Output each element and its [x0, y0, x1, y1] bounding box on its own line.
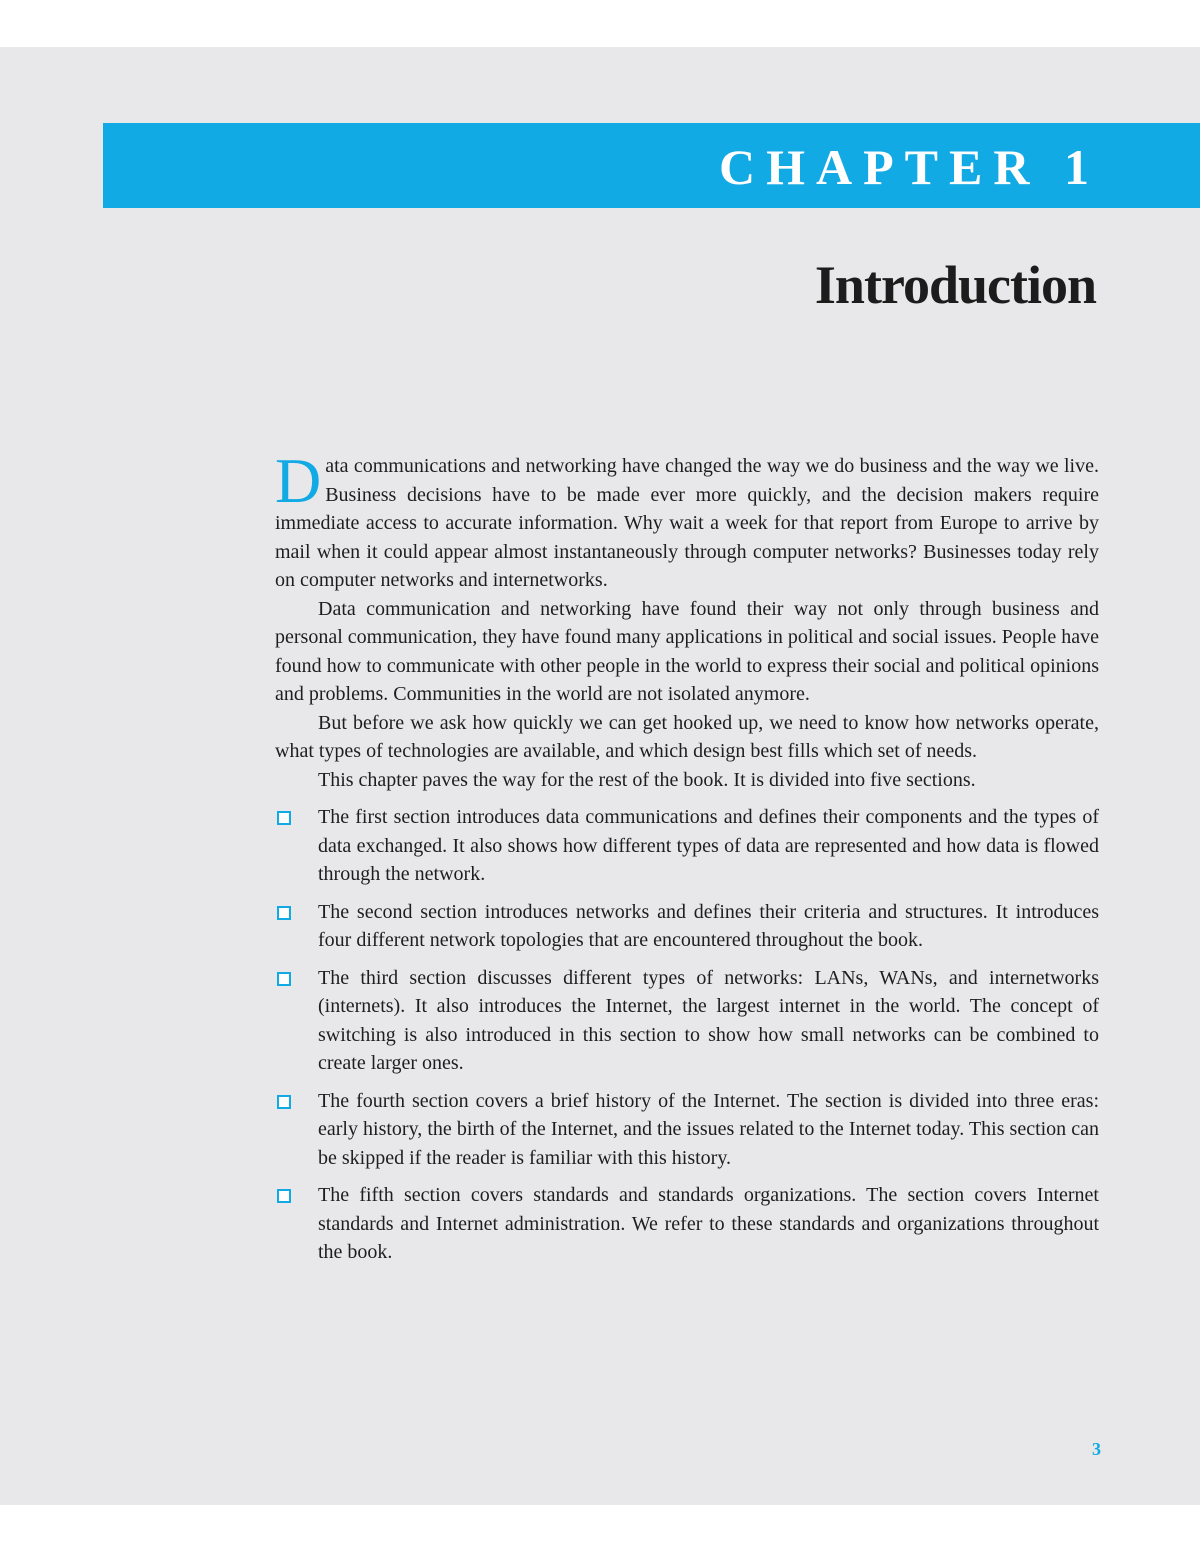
chapter-title: Introduction	[814, 255, 1096, 315]
list-item-text: The third section discusses different types of networks: LANs, WANs, and internetworks (internets). It also introduces the Internet, the largest internet in the world. The concept of switching is also introduced in this section to show how small networks can be combined to create larger ones.	[318, 966, 1099, 1074]
square-bullet-icon	[277, 972, 291, 986]
intro-paragraph-2: Data communication and networking have found their way not only through business and personal communication, they have found many applications in political and social issues. People have found how to communicate with other people in the world to express their social and political opinions and problems. Communities in the world are not isolated anymore.	[275, 597, 1099, 705]
square-bullet-icon	[277, 811, 291, 825]
list-item	[275, 803, 1099, 889]
square-bullet-icon	[277, 1189, 291, 1203]
list-item	[275, 1087, 1099, 1173]
intro-paragraph-1-text: ata communications and networking have changed the way we do business and the way we live. Business decisions have to be made ever more quickly, and the decision makers require immediate access to accurate information. Why wait a week for that report from Europe to arrive by mail when it could appear almost instantaneously through computer networks? Businesses today rely on computer networks and internetworks.	[275, 455, 1099, 591]
list-item-text: The fifth section covers standards and standards organizations. The section covers Internet standards and Internet administration. We refer to these standards and organizations throughout the book.	[318, 1184, 1099, 1263]
list-item-text: The second section introduces networks and defines their criteria and structures. It introduces four different network topologies that are encountered throughout the book.	[318, 900, 1099, 951]
chapter-label: CHAPTER 1	[719, 139, 1100, 195]
square-bullet-icon	[277, 906, 291, 920]
book-page	[0, 47, 1200, 1505]
square-bullet-icon	[277, 1095, 291, 1109]
list-item	[275, 898, 1099, 955]
intro-paragraph-1	[275, 445, 1099, 595]
chapter-body	[275, 445, 1099, 1276]
page-number: 3	[1092, 1439, 1101, 1459]
drop-cap: D	[275, 445, 322, 516]
list-item	[275, 1181, 1099, 1267]
section-list	[275, 803, 1099, 1267]
list-item-text: The fourth section covers a brief history of the Internet. The section is divided into three eras: early history, the birth of the Internet, and the issues related to the Internet today. This section can be skipped if the reader is familiar with this history.	[318, 1089, 1099, 1169]
list-item-text: The first section introduces data communications and defines their components and the types of data exchanged. It also shows how different types of data are represented and how data is flowed through the network.	[318, 806, 1099, 885]
chapter-header-band	[103, 123, 1200, 208]
list-item	[275, 964, 1099, 1078]
intro-paragraph-4: This chapter paves the way for the rest of the book. It is divided into five sections.	[318, 768, 976, 791]
intro-paragraph-3: But before we ask how quickly we can get hooked up, we need to know how networks operate, what types of technologies are available, and which design best fills which set of needs.	[275, 711, 1099, 762]
